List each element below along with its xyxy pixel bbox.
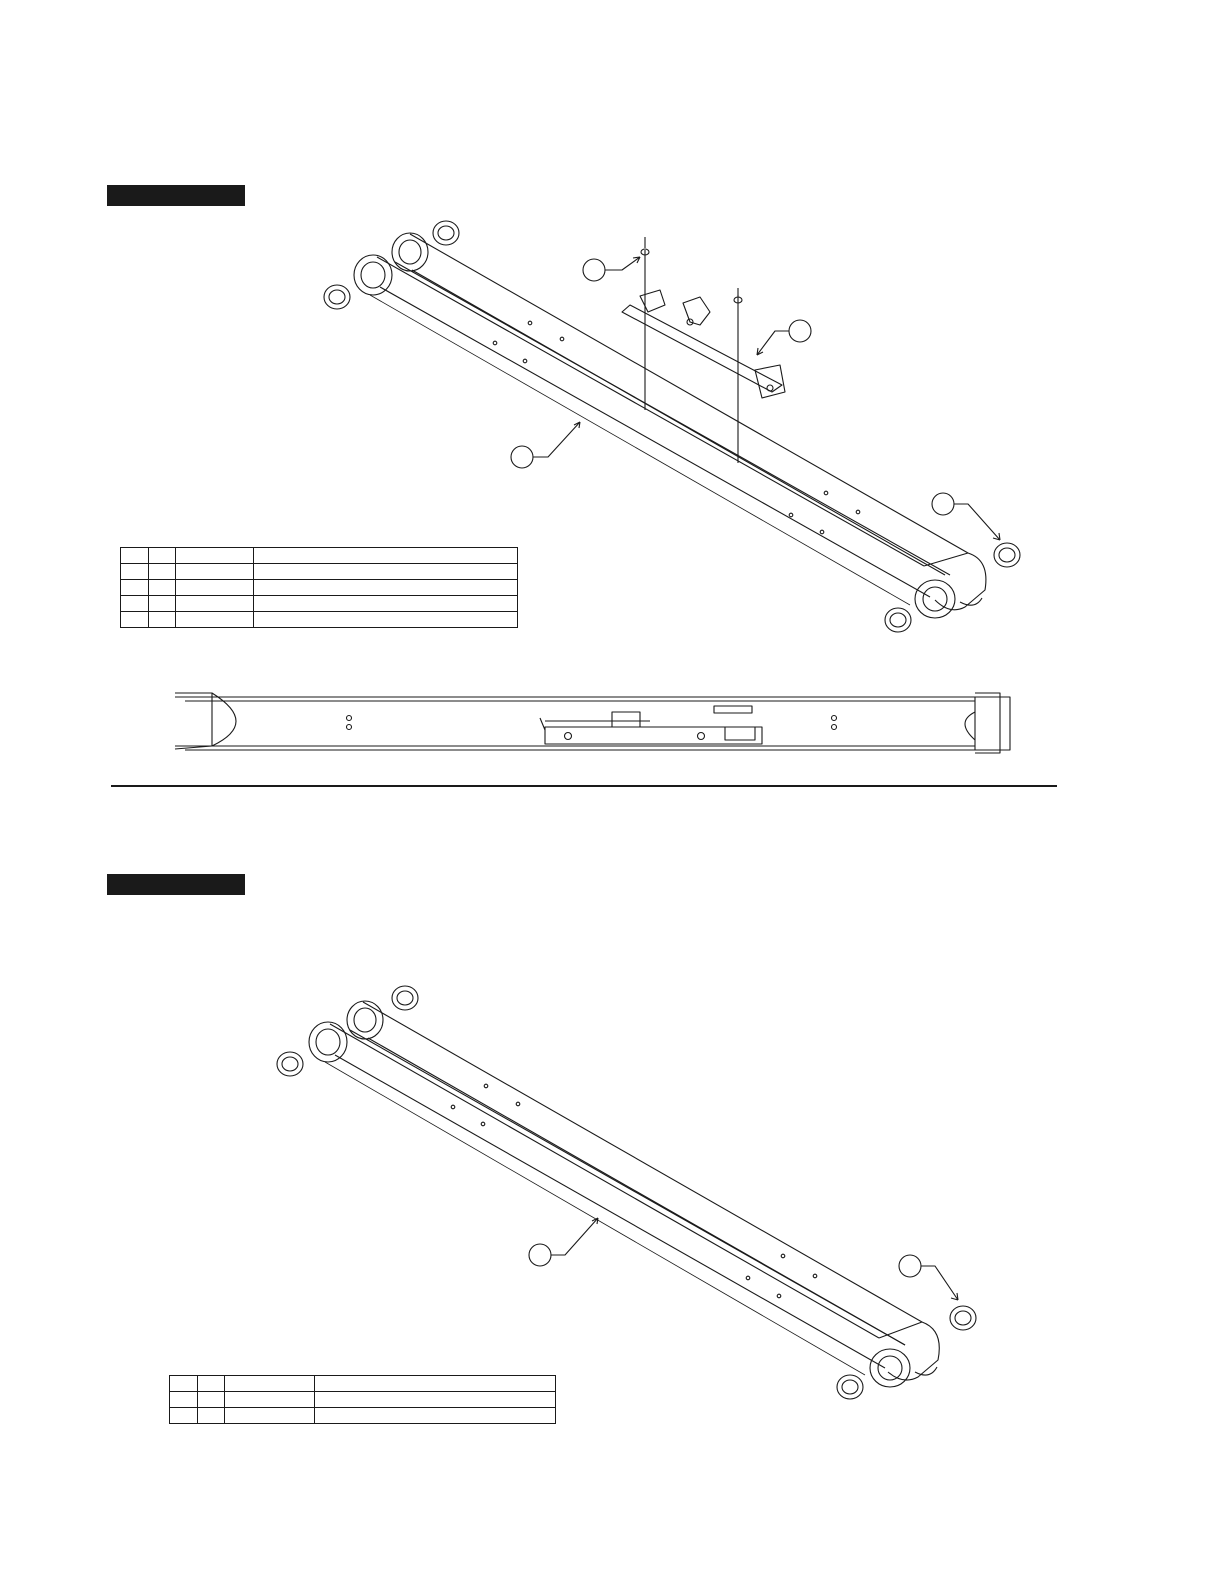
bushing-front-bottom [885, 608, 911, 632]
table-row [121, 564, 518, 580]
callout-balloon-boom [511, 446, 533, 468]
table-row [121, 580, 518, 596]
callout-balloon-boom-2 [529, 1244, 551, 1266]
table-row [121, 596, 518, 612]
callout-balloon-bushing [932, 493, 954, 515]
side-view-end-cap [975, 693, 1000, 753]
callout-balloon-screw [583, 259, 605, 281]
table-row [170, 1408, 556, 1424]
parts-table-2 [169, 1375, 556, 1424]
bushing-rear-bottom [324, 285, 350, 309]
callout-balloon-bushing-2 [899, 1255, 921, 1277]
callout-balloon-switch [789, 320, 811, 342]
boom-arm-2-back-side [363, 1002, 922, 1322]
boom-arm-pivot-eye [392, 233, 428, 271]
boom-arm-2-front-side [330, 1024, 879, 1338]
boom-arm-assembly-2 [309, 1001, 939, 1387]
table-row [121, 612, 518, 628]
table-row [170, 1376, 556, 1392]
callouts-1 [511, 257, 1000, 540]
table-row [121, 548, 518, 564]
boom-arm-back-side [410, 234, 968, 553]
table-row [170, 1392, 556, 1408]
parts-table-1 [120, 547, 518, 628]
side-view-switch-bracket [545, 727, 762, 744]
boom-arm-front-side [377, 257, 924, 566]
bushing-front-top [994, 543, 1020, 567]
boom-arm-side-view [175, 693, 1010, 753]
bushing-rear-top [433, 221, 459, 245]
